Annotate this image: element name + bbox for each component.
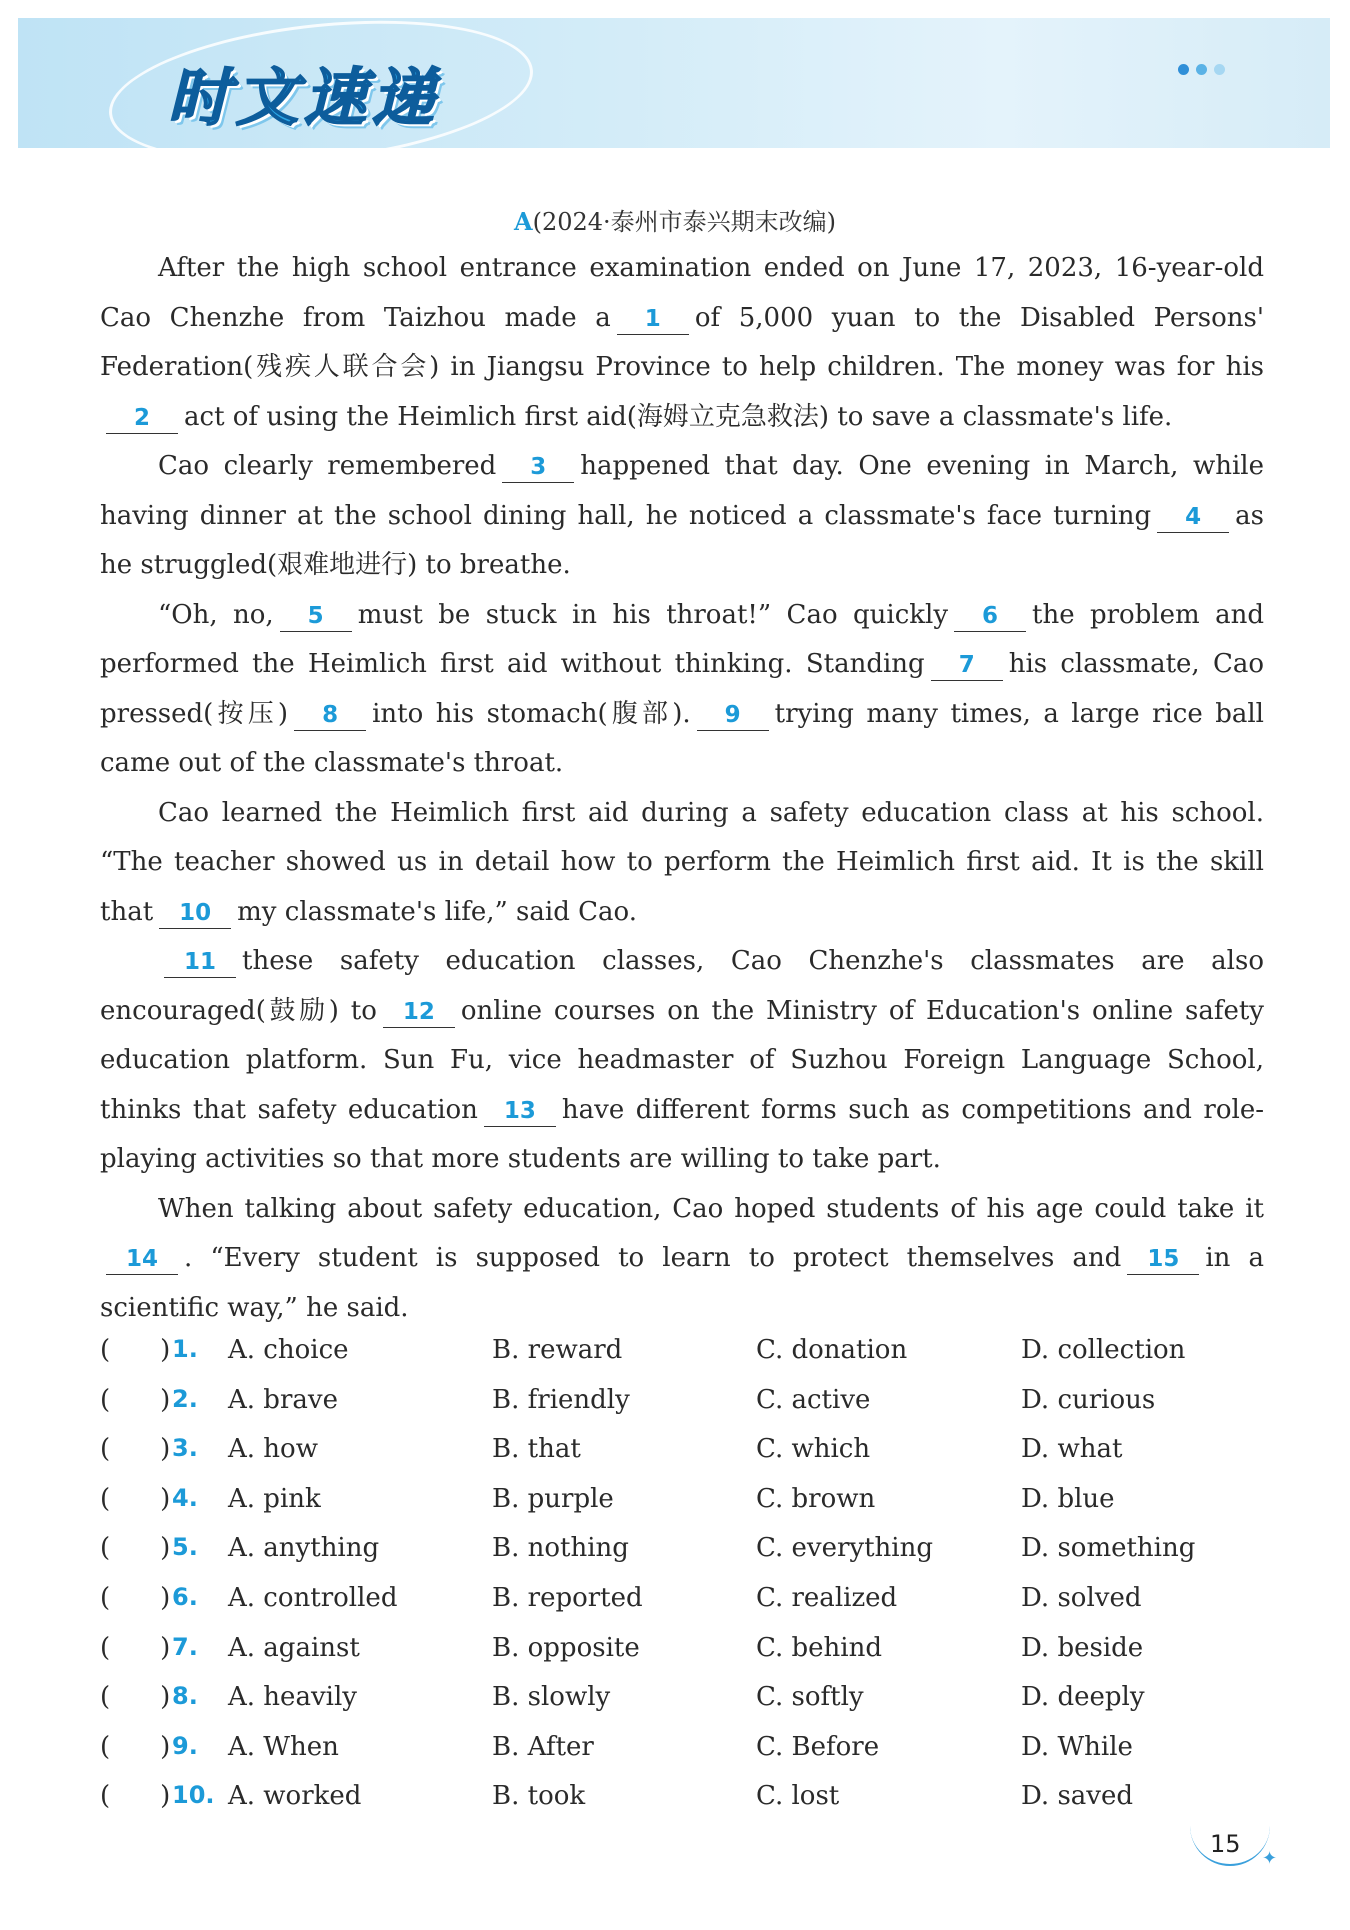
option-b[interactable]: B. After [492, 1731, 594, 1762]
paragraph-3: “Oh, no, 5 must be stuck in his throat!” Cao quickly 6 the problem and performed the Heimlich first aid without thinking. Standing 7 his classmate, Cao pressed(按压) 8 into his stomach(腹部). 9 trying many times, a large rice ball came out of the classmate's throat. [100, 599, 1264, 778]
question-number: 9. [172, 1731, 198, 1760]
blank-8[interactable]: 8 [294, 700, 366, 731]
blank-11[interactable]: 11 [164, 947, 236, 978]
option-d[interactable]: D. something [1021, 1533, 1196, 1564]
option-a[interactable]: A. pink [228, 1483, 321, 1514]
option-b[interactable]: B. took [492, 1781, 586, 1812]
question-number: 3. [172, 1434, 198, 1463]
paragraph-6: When talking about safety education, Cao hoped students of his age could take it14 . “Every student is supposed to learn to protect themselves and 15 in a scientific way,” he said. [100, 1193, 1264, 1323]
answer-bracket[interactable]: ( ) [100, 1533, 171, 1564]
question-row [100, 1434, 1280, 1484]
answer-bracket[interactable]: ( ) [100, 1384, 171, 1415]
blank-12[interactable]: 12 [383, 997, 455, 1028]
question-number: 8. [172, 1682, 198, 1711]
blank-10[interactable]: 10 [159, 898, 231, 929]
option-b[interactable]: B. nothing [492, 1533, 629, 1564]
option-d[interactable]: D. beside [1021, 1632, 1144, 1663]
header-banner [18, 18, 1330, 148]
option-c[interactable]: C. brown [756, 1483, 876, 1514]
question-row [100, 1385, 1280, 1435]
blank-15[interactable]: 15 [1127, 1244, 1199, 1275]
option-c[interactable]: C. realized [756, 1582, 898, 1613]
question-number: 7. [172, 1632, 198, 1661]
question-number: 2. [172, 1384, 198, 1413]
option-d[interactable]: D. what [1021, 1434, 1123, 1465]
answer-bracket[interactable]: ( ) [100, 1632, 171, 1663]
option-d[interactable]: D. deeply [1021, 1682, 1145, 1713]
blank-5[interactable]: 5 [280, 601, 352, 632]
option-d[interactable]: D. curious [1021, 1384, 1156, 1415]
question-number: 5. [172, 1533, 198, 1562]
option-d[interactable]: D. solved [1021, 1582, 1142, 1613]
blank-1[interactable]: 1 [617, 304, 689, 335]
question-row [100, 1732, 1280, 1782]
blank-6[interactable]: 6 [954, 601, 1026, 632]
option-a[interactable]: A. anything [228, 1533, 380, 1564]
option-d[interactable]: D. collection [1021, 1335, 1186, 1365]
question-number: 4. [172, 1483, 198, 1512]
blank-3[interactable]: 3 [502, 452, 574, 483]
question-row [100, 1583, 1280, 1633]
question-row [100, 1484, 1280, 1534]
sparkle-icon: ✦ [1262, 1848, 1278, 1869]
question-row [100, 1335, 1280, 1385]
answer-bracket[interactable]: ( ) [100, 1335, 171, 1365]
blank-2[interactable]: 2 [106, 403, 178, 434]
option-b[interactable]: B. slowly [492, 1682, 611, 1713]
paragraph-5: 11 these safety education classes, Cao Chenzhe's classmates are also encouraged(鼓励) to 12 online courses on the Ministry of Education's online safety education platform. Sun Fu, vice headmaster of Suzhou Foreign Language School, thinks that safety education 13 have different forms such as competitions and role-playing activities so that more students are willing to take part. [100, 946, 1264, 1174]
blank-13[interactable]: 13 [484, 1096, 556, 1127]
blank-4[interactable]: 4 [1157, 502, 1229, 533]
option-a[interactable]: A. heavily [228, 1682, 357, 1713]
answer-bracket[interactable]: ( ) [100, 1682, 171, 1713]
option-a[interactable]: A. When [228, 1731, 339, 1762]
option-b[interactable]: B. friendly [492, 1384, 630, 1415]
question-number: 1. [172, 1335, 198, 1363]
question-row [100, 1633, 1280, 1683]
passage [100, 244, 1264, 1333]
option-c[interactable]: C. everything [756, 1533, 933, 1564]
option-b[interactable]: B. reported [492, 1582, 643, 1613]
option-c[interactable]: C. which [756, 1434, 871, 1465]
option-c[interactable]: C. Before [756, 1731, 880, 1762]
question-number: 6. [172, 1582, 198, 1611]
option-d[interactable]: D. While [1021, 1731, 1133, 1762]
answer-bracket[interactable]: ( ) [100, 1434, 171, 1465]
paragraph-1: After the high school entrance examination ended on June 17, 2023, 16-year-old Cao Chenzhe from Taizhou made a 1 of 5,000 yuan to the Disabled Persons' Federation(残疾人联合会) in Jiangsu Province to help children. The money was for his2 act of using the Heimlich first aid(海姆立克急救法) to save a classmate's life. [100, 253, 1265, 432]
option-d[interactable]: D. blue [1021, 1483, 1115, 1514]
question-row [100, 1682, 1280, 1732]
option-c[interactable]: C. behind [756, 1632, 882, 1663]
option-a[interactable]: A. brave [228, 1384, 338, 1415]
answer-bracket[interactable]: ( ) [100, 1781, 171, 1812]
blank-7[interactable]: 7 [931, 650, 1003, 681]
page-number: 15 [1210, 1830, 1241, 1858]
option-d[interactable]: D. saved [1021, 1781, 1134, 1812]
banner-title: 时文速递 [168, 61, 441, 134]
banner-dots-icon [1171, 60, 1225, 79]
question-options [100, 1335, 1280, 1831]
option-a[interactable]: A. choice [228, 1335, 349, 1365]
blank-9[interactable]: 9 [697, 700, 769, 731]
question-row [100, 1781, 1280, 1831]
paragraph-2: Cao clearly remembered 3 happened that day. One evening in March, while having dinner at the school dining hall, he noticed a classmate's face turning 4 as he struggled(艰难地进行) to breathe. [100, 451, 1264, 580]
section-letter: A [513, 207, 533, 236]
option-b[interactable]: B. purple [492, 1483, 614, 1514]
answer-bracket[interactable]: ( ) [100, 1731, 171, 1762]
option-a[interactable]: A. worked [228, 1781, 362, 1812]
answer-bracket[interactable]: ( ) [100, 1483, 171, 1514]
option-b[interactable]: B. that [492, 1434, 581, 1465]
section-source: (2024·泰州市泰兴期末改编) [532, 208, 837, 236]
option-b[interactable]: B. opposite [492, 1632, 640, 1663]
option-b[interactable]: B. reward [492, 1335, 623, 1365]
option-c[interactable]: C. softly [756, 1682, 864, 1713]
question-row [100, 1533, 1280, 1583]
question-number: 10. [172, 1781, 215, 1810]
option-c[interactable]: C. lost [756, 1781, 840, 1812]
section-title [0, 202, 1350, 237]
option-a[interactable]: A. against [228, 1632, 360, 1663]
option-a[interactable]: A. controlled [228, 1582, 398, 1613]
answer-bracket[interactable]: ( ) [100, 1582, 171, 1613]
blank-14[interactable]: 14 [106, 1244, 178, 1275]
option-c[interactable]: C. donation [756, 1335, 908, 1365]
option-a[interactable]: A. how [228, 1434, 318, 1465]
paragraph-4: Cao learned the Heimlich first aid during a safety education class at his school. “The teacher showed us in detail how to perform the Heimlich first aid. It is the skill that 10 my classmate's life,” said Cao. [100, 797, 1264, 927]
option-c[interactable]: C. active [756, 1384, 871, 1415]
